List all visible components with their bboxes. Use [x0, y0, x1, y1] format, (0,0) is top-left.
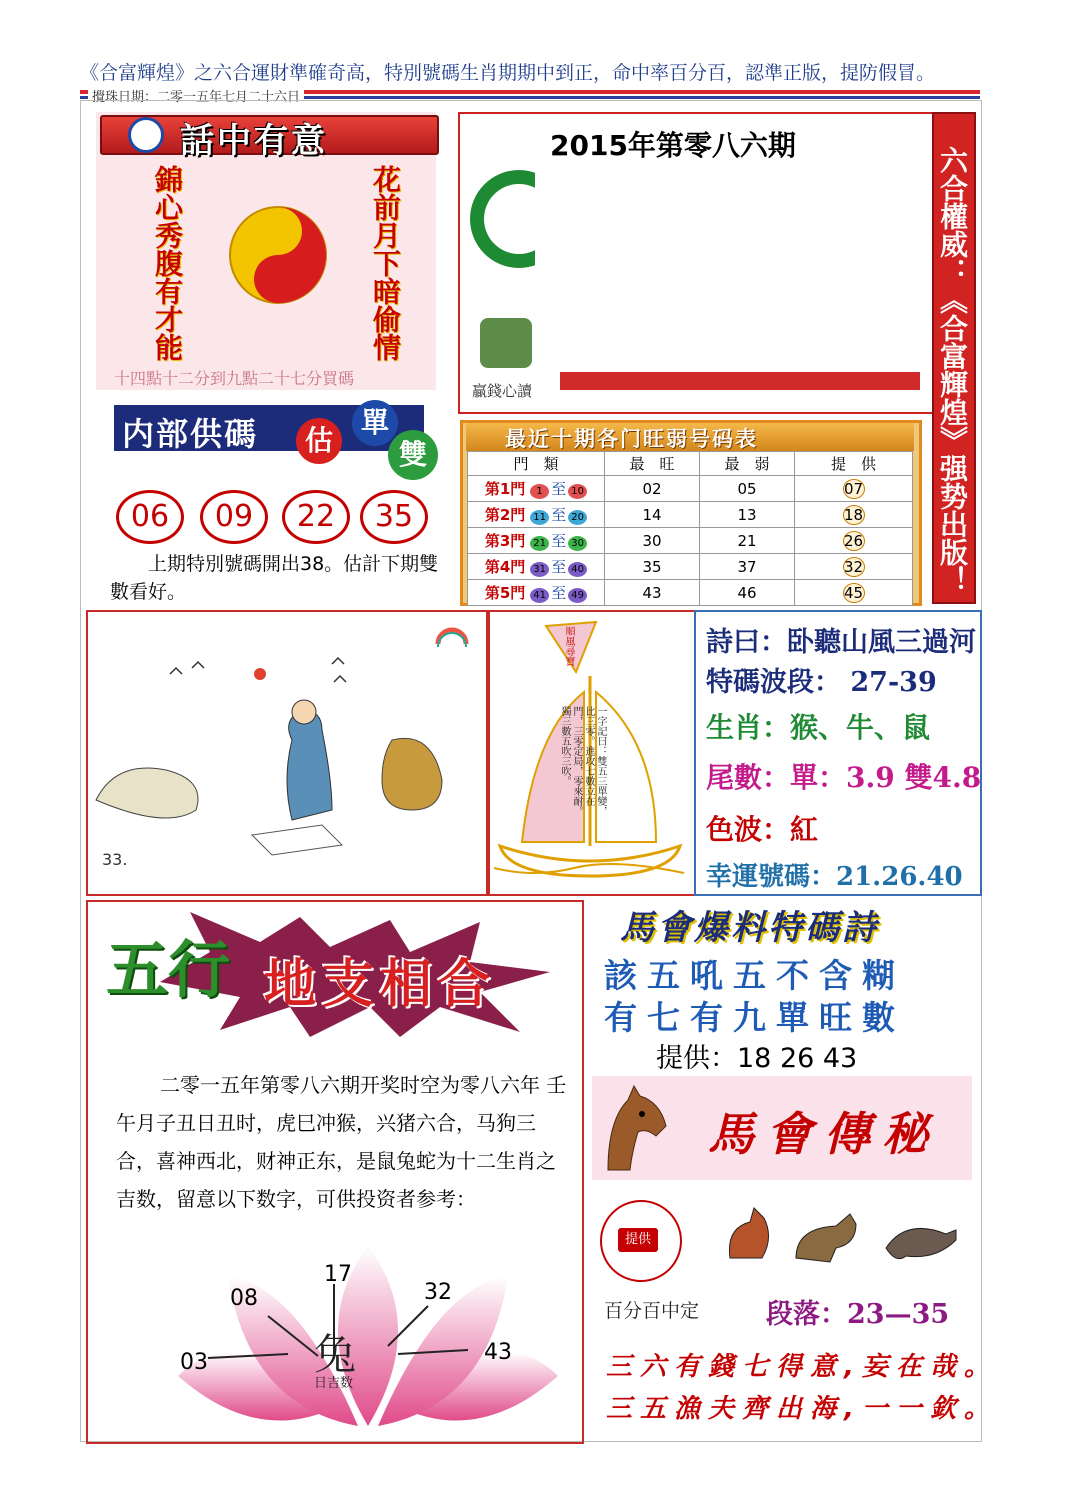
- lotus-illustration: [168, 1236, 568, 1436]
- side-banner-text: 六合權威：《合富輝煌》强势出版！: [936, 146, 969, 594]
- internal-number: 22: [282, 490, 350, 544]
- door-row: [468, 476, 913, 502]
- range-sep: 至: [551, 480, 567, 498]
- redacted-area: [535, 166, 931, 372]
- secret-poem: 三六有錢七得意,妄在哉。: [606, 1352, 998, 1382]
- lotus-number: 43: [484, 1340, 512, 1365]
- yinyang-icon: [228, 205, 328, 305]
- lotus-sub: 日吉数: [314, 1376, 354, 1391]
- lotus-number: 08: [230, 1286, 258, 1311]
- col-header: 最 弱: [700, 452, 795, 476]
- range-from: 31: [530, 562, 549, 577]
- lotus-number: 17: [324, 1262, 352, 1287]
- zodiac-line: 生肖：猴、牛、鼠: [706, 711, 931, 744]
- hint-footer: 十四點十二分到九點二十七分買碼: [114, 369, 355, 388]
- tag-guess: 估: [296, 418, 342, 464]
- supply-cell: [795, 476, 913, 502]
- min-cell: 21: [700, 528, 795, 554]
- max-cell: 43: [605, 580, 700, 606]
- hint-right-verse: 花前月下暗偷情: [369, 165, 402, 361]
- ship-flag: 順風尋寶: [563, 626, 574, 666]
- supply-cell: [795, 502, 913, 528]
- lotus-number: 03: [180, 1350, 208, 1375]
- poem-line: 詩曰：卧聽山風三過河: [706, 627, 976, 658]
- tag-double: 雙: [388, 430, 438, 480]
- range-to: 30: [568, 536, 587, 551]
- special-band: 特碼波段： 27-39: [706, 667, 937, 698]
- tail-line: 尾數：單：3.9 雙4.8: [706, 761, 982, 794]
- supply-number: 26: [843, 531, 864, 550]
- internal-number: 06: [116, 490, 184, 544]
- max-cell: 14: [605, 502, 700, 528]
- max-cell: 02: [605, 476, 700, 502]
- internal-number: 35: [360, 490, 428, 544]
- range-sep: 至: [551, 584, 567, 602]
- door-cell: 第4門 31 至 40: [468, 554, 605, 580]
- wuxing-title-b: 地支相合: [264, 954, 497, 1015]
- lucky-line: 幸運號碼：21.26.40: [706, 862, 963, 892]
- animals-illustration: [710, 1198, 970, 1270]
- secret-poem: 三五漁夫齊出海,一一欽。: [606, 1394, 998, 1424]
- supply-number: 07: [843, 479, 864, 498]
- door-row: [468, 502, 913, 528]
- range-to: 10: [568, 484, 587, 499]
- secret-title: 馬會傳秘: [708, 1107, 940, 1161]
- hint-left-verse: 錦心秀腹有才能: [151, 165, 184, 361]
- range-sep: 至: [551, 532, 567, 550]
- door-row: [468, 554, 913, 580]
- min-cell: 05: [700, 476, 795, 502]
- range-sep: 至: [551, 558, 567, 576]
- tag-single: 單: [352, 400, 398, 446]
- horse-icon: [598, 1080, 672, 1176]
- door-table: [467, 451, 913, 606]
- range-to: 49: [568, 588, 587, 603]
- supply-number: 18: [843, 505, 864, 524]
- wuxing-body: 二零一五年第零八六期开奖时空为零八六年 壬午月子丑日丑时，虎巳冲猴，兴猪六合，马狗三合，喜神西北，财神正东，是鼠兔蛇为十二生肖之吉数，留意以下数字，可供投资者参考：: [116, 1073, 567, 1211]
- door-cell: 第2門 11 至 20: [468, 502, 605, 528]
- door-cell: 第3門 21 至 30: [468, 528, 605, 554]
- internal-note: 上期特別號碼開出38。估計下期雙數看好。: [110, 553, 439, 603]
- mahui-title: 馬會爆料特碼詩: [620, 908, 879, 948]
- supply-cell: [795, 528, 913, 554]
- ship-sail-text: 一字記曰：雙五三單變，比三零。進攻七數立在門，三零定局，零來耐。獨三數五吹三吹。: [559, 706, 606, 816]
- svg-text:33.: 33.: [102, 850, 128, 869]
- money-icon: [480, 318, 532, 368]
- internal-number: 09: [200, 490, 268, 544]
- secret-sure: 百分百中定: [604, 1300, 700, 1322]
- mahui-line: 該五吼五不含糊: [604, 956, 905, 995]
- supply-number: 45: [843, 583, 864, 602]
- door-cell: 第5門 41 至 49: [468, 580, 605, 606]
- door-row: [468, 528, 913, 554]
- draw-date: 攪珠日期：二零一五年七月二十六日: [88, 86, 304, 105]
- supply-cell: [795, 580, 913, 606]
- wuxing-title-a: 五行: [106, 933, 231, 1006]
- max-cell: 35: [605, 554, 700, 580]
- lotus-number: 32: [424, 1280, 452, 1305]
- mahui-line: 有七有九單旺數: [604, 998, 905, 1037]
- door-row: [468, 580, 913, 606]
- supply-cell: [795, 554, 913, 580]
- min-cell: 37: [700, 554, 795, 580]
- lotus-center: 兔: [314, 1330, 357, 1379]
- max-cell: 30: [605, 528, 700, 554]
- logo-icon: [128, 117, 164, 153]
- col-header: 門 類: [468, 452, 605, 476]
- range-to: 40: [568, 562, 587, 577]
- color-line: 色波：紅: [706, 813, 819, 846]
- min-cell: 46: [700, 580, 795, 606]
- range-from: 1: [530, 484, 549, 499]
- door-cell: 第1門 1 至 10: [468, 476, 605, 502]
- range-from: 41: [530, 588, 549, 603]
- issue-number: 2015年第零八六期: [550, 129, 796, 162]
- range-to: 20: [568, 510, 587, 525]
- stamp-label: 提供: [618, 1228, 658, 1252]
- range-from: 21: [530, 536, 549, 551]
- mahui-supply: 提供：18 26 43: [656, 1043, 858, 1074]
- col-header: 最 旺: [605, 452, 700, 476]
- supply-number: 32: [843, 557, 864, 576]
- header-slogan: 《合富輝煌》之六合運財準確奇高，特別號碼生肖期期中到正，命中率百分百，認準正版，提防假冒。: [80, 62, 936, 84]
- col-header: 提 供: [795, 452, 913, 476]
- scholar-illustration: [92, 620, 482, 885]
- range-sep: 至: [551, 506, 567, 524]
- secret-segment: 段落：23—35: [766, 1299, 950, 1330]
- range-from: 11: [530, 510, 549, 525]
- read-label: 贏錢心讀: [472, 382, 533, 400]
- min-cell: 13: [700, 502, 795, 528]
- door-table-title: 最近十期各门旺弱号码表: [505, 427, 758, 451]
- internal-title: 内部供碼: [122, 415, 259, 453]
- hint-title: 話中有意: [180, 121, 328, 161]
